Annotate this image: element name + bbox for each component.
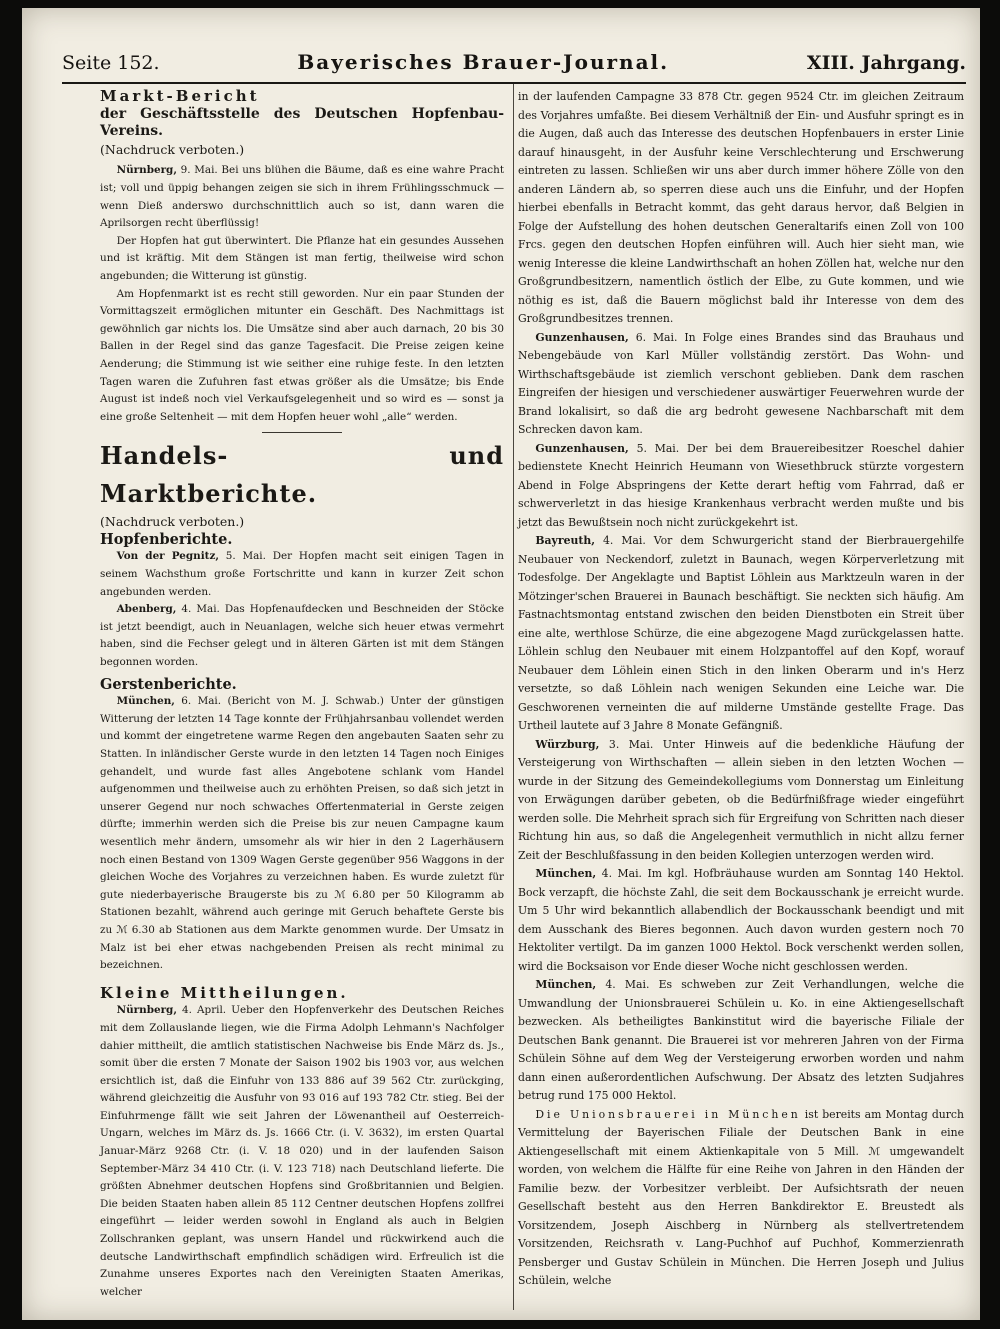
hopfenberichte-heading: Hopfenberichte. bbox=[100, 530, 233, 548]
right-column bbox=[518, 88, 964, 1291]
reprint-note: (Nachdruck verboten.) bbox=[100, 141, 245, 157]
article-paragraph: Gunzenhausen, 5. Mai. Der bei dem Brauereibesitzer Roeschel dahier bedienstete Knecht Heinrich Heumann von Wiesethbruck stürzte vorgestern Abend in Folge Abspringens der Kette derart heftig vom Fahrrad, daß er schwerverletzt in das hiesige Krankenhaus verbracht werden mußte und bis jetzt das Bewußtsein noch nicht zurückgekehrt ist. bbox=[518, 441, 964, 529]
article-dateline: Gunzenhausen, bbox=[535, 330, 629, 344]
article-paragraph: Am Hopfenmarkt ist es recht still geworden. Nur ein paar Stunden der Vormittagszeit ermöglichen mitunter ein Geschäft. Des Nachmittags ist gewöhnlich gar nichts los. Die Umsätze sind aber auch darnach, 20 bis 30 Ballen in der Regel sind das ganze Tagesfacit. Die Preise zeigen keine Aenderung; die Stimmung ist wie seither eine ruhige feste. In den letzten Tagen waren die Zufuhren fast etwas größer als die Umsätze; bis Ende August ist indeß noch viel Verkaufsgelegenheit und so wird es — sonst ja eine große Seltenheit — mit dem Hopfen heuer wohl „alle“ werden. bbox=[100, 287, 504, 423]
volume-label: XIII. Jahrgang. bbox=[806, 52, 966, 74]
handels-heading: Handels- und Marktberichte. bbox=[100, 441, 504, 509]
newspaper-page bbox=[22, 8, 980, 1320]
article-paragraph: Von der Pegnitz, 5. Mai. Der Hopfen macht seit einigen Tagen in seinem Wachsthum große Fortschritte und kann in kurzer Zeit schon angebunden werden. bbox=[100, 550, 504, 598]
article-paragraph: Würzburg, 3. Mai. Unter Hinweis auf die bedenkliche Häufung der Versteigerung von Wirthschaften — allein sieben in den letzten Wochen — wurde in der Sitzung des Gemeindekollegiums vom Donnerstag um Einleitung von Erwägungen darüber gebeten, ob die Bedürfnißfrage wieder eingeführt werden solle. Die Mehrheit sprach sich für Ergreifung von Schritten nach dieser Richtung hin aus, so daß die Angelegenheit vermuthlich in nicht allzu ferner Zeit der Beschlußfassung in den beiden Kollegien unterzogen werden wird. bbox=[518, 737, 964, 862]
reprint-note: (Nachdruck verboten.) bbox=[100, 514, 245, 530]
brewery-name: Die Unionsbrauerei in München bbox=[535, 1107, 801, 1121]
running-head bbox=[62, 50, 966, 80]
page-number: Seite 152. bbox=[62, 52, 160, 74]
article-paragraph: Nürnberg, 4. April. Ueber den Hopfenverkehr des Deutschen Reiches mit dem Zollauslande liegen, wie die Firma Adolph Lehmann's Nachfolger dahier mittheilt, die amtlich statistischen Nachweise bis Ende März ds. Js., somit über die ersten 7 Monate der Saison 1902 bis 1903 vor, aus welchen ersichtlich ist, daß die Einfuhr von 133 886 auf 39 562 Ctr. zurückging, während gleichzeitig die Ausfuhr von 93 016 auf 193 782 Ctr. stieg. Bei der Einfuhrmenge fällt wie seit Jahren der Löwenantheil auf Oesterreich-Ungarn, welches im März ds. Js. 1666 Ctr. (i. V. 3632), im ersten Quartal Januar-März 9268 Ctr. (i. V. 18 020) und in der laufenden Saison September-März 34 410 Ctr. (i. V. 123 718) nach Deutschland lieferte. Die größten Abnehmer deutschen Hopfens sind Großbritannien und Belgien. Die beiden Staaten haben allein 85 112 Centner deutschen Hopfens zollfrei eingeführt — leider werden sowohl in England als auch in Belgien Zollschranken geplant, was unsern Handel und rückwirkend auch die deutsche Landwirthschaft empfindlich schädigen wird. Erfreulich ist die Zunahme unseres Exportes nach den Vereinigten Staaten Amerikas, welcher bbox=[100, 1004, 504, 1298]
column-divider bbox=[513, 84, 514, 1310]
article-dateline: Abenberg, bbox=[116, 603, 177, 616]
markt-bericht-subheading: der Geschäftsstelle des Deutschen Hopfenbau-Vereins. bbox=[100, 105, 504, 140]
article-dateline: München, bbox=[535, 978, 597, 991]
gerstenberichte-heading: Gerstenberichte. bbox=[100, 675, 237, 693]
article-paragraph: München, 4. Mai. Im kgl. Hofbräuhause wurden am Sonntag 140 Hektol. Bock verzapft, die höchste Zahl, die seit dem Bockausschank je erreicht wurde. Um 5 Uhr wird bekanntlich allabendlich der Bockausschank beendigt und mit dem Ausschank des Bieres begonnen. Auch davon wurden gestern noch 70 Hektoliter vertilgt. Da im ganzen 1000 Hektol. Bock verschenkt werden sollen, wird die Bocksaison vor Ende dieser Woche nicht geschlossen werden. bbox=[518, 867, 964, 973]
article-paragraph: Bayreuth, 4. Mai. Vor dem Schwurgericht stand der Bierbrauergehilfe Neubauer von Neckendorf, zuletzt in Baunach, wegen Körperverletzung mit Todesfolge. Der Angeklagte und Baptist Löhlein aus Marktzeuln waren in der Mötzinger'schen Brauerei in Baunach beschäftigt. Sie neckten sich häufig. Am Fastnachtsmontag entstand zwischen den beiden Dienstboten ein Streit über eine alte, werthlose Schürze, die eine abgezogene Magd zurückgelassen hatte. Löhlein schlug den Neubauer mit einem Holzpantoffel auf den Kopf, worauf Neubauer dem Löhlein einen Stich in den linken Oberarm und in's Herz versetzte, so daß Löhlein nach wenigen Sekunden eine Leiche war. Die Geschworenen verneinten die auf milderne Umstände gestellte Frage. Das Urtheil lautete auf 3 Jahre 8 Monate Gefängniß. bbox=[518, 534, 964, 732]
article-paragraph: München, 4. Mai. Es schweben zur Zeit Verhandlungen, welche die Umwandlung der Unionsbrauerei Schülein u. Ko. in eine Aktiengesellschaft bezwecken. Als betheiligtes Bankinstitut wird die bayerische Filiale der Deutschen Bank genannt. Die Brauerei ist vor mehreren Jahren von der Firma Schülein Söhne auf dem Weg der Versteigerung erworben worden und nahm dann einen außerordentlichen Aufschwung. Der Absatz des letzten Sudjahres betrug rund 175 000 Hektol. bbox=[518, 978, 964, 1102]
article-dateline: Bayreuth, bbox=[535, 534, 596, 547]
article-dateline: Nürnberg, bbox=[116, 1004, 177, 1017]
article-dateline: Von der Pegnitz, bbox=[116, 550, 219, 563]
header-rule bbox=[62, 82, 966, 84]
markt-bericht-heading: Markt-Bericht bbox=[100, 87, 260, 105]
article-paragraph: Gunzenhausen, 6. Mai. In Folge eines Brandes sind das Brauhaus und Nebengebäude von Karl Müller vollständig zerstört. Das Wohn- und Wirthschaftsgebäude ist ziemlich verschont geblieben. Dank dem raschen Eingreifen der hiesigen und verschiedener auswärtiger Feuerwehren wurde der Brand lokalisirt, so daß die arg bedroht gewesene Nachbarschaft mit dem Schrecken davon kam. bbox=[518, 330, 964, 436]
article-dateline: Nürnberg, bbox=[116, 164, 177, 177]
article-paragraph: Nürnberg, 9. Mai. Bei uns blühen die Bäume, daß es eine wahre Pracht ist; voll und üppig behangen zeigen sie sich in ihrem Frühlingsschmuck — wenn Dieß anderswo durchschnittlich auch so ist, dann waren die Aprilsorgen recht überflüssig! bbox=[100, 164, 504, 230]
left-column bbox=[100, 88, 504, 1301]
article-dateline: München, bbox=[116, 695, 175, 708]
article-dateline: Gunzenhausen, bbox=[535, 441, 629, 455]
article-paragraph: München, 6. Mai. (Bericht von M. J. Schwab.) Unter der günstigen Witterung der letzten 14 Tage konnte der Frühjahrsanbau vollendet werden und kommt der eingetretene warme Regen den angebauten Saaten sehr zu Statten. In inländischer Gerste wurde in den letzten 14 Tagen noch Einiges gehandelt, und wurde fast alles Angebotene schlank vom Handel aufgenommen und theilweise auch zu erhöhten Preisen, so daß sich jetzt in unserer Gegend nur noch schwaches Offertenmaterial in Gerste zeigen dürfte; immerhin werden sich die Preise bis zur neuen Campagne kaum wesentlich mehr ändern, umsomehr als wir hier in den 2 Lagerhäusern noch einen Bestand von 1309 Wagen Gerste gegenüber 956 Waggons in der gleichen Woche des Vorjahres zu verzeichnen haben. Es wurde zuletzt für gute niederbayerische Braugerste bis zu ℳ 6.80 per 50 Kilogramm ab Stationen bezahlt, während auch geringe mit Geruch behaftete Gerste bis zu ℳ 6.30 ab Stationen aus dem Markte genommen wurde. Der Umsatz in Malz ist bei eher etwas nachgebenden Preisen als recht minimal zu bezeichnen. bbox=[100, 695, 504, 972]
article-dateline: München, bbox=[535, 867, 597, 880]
article-paragraph: Die Unionsbrauerei in München ist bereits am Montag durch Vermittelung der Bayerischen Filiale der Deutschen Bank in eine Aktiengesellschaft mit einem Aktienkapitale von 5 Mill. ℳ umgewandelt worden, von welchem die Hälfte für eine Reihe von Jahren in den Händen der Familie bezw. der Vorbesitzer verbleibt. Der Aufsichtsrath der neuen Gesellschaft besteht aus den Herren Bankdirektor E. Breustedt als Vorsitzendem, Joseph Aischberg in Nürnberg als stellvertretendem Vorsitzenden, Reichsrath v. Lang-Puchhof auf Puchhof, Kommerzienrath Pensberger und Gustav Schülein in München. Die Herren Joseph und Julius Schülein, welche bbox=[518, 1107, 964, 1287]
article-paragraph: Der Hopfen hat gut überwintert. Die Pflanze hat ein gesundes Aussehen und ist kräftig. Mit dem Stängen ist man fertig, theilweise wird schon angebunden; die Witterung ist günstig. bbox=[100, 234, 504, 282]
section-rule bbox=[262, 432, 342, 433]
article-paragraph: in der laufenden Campagne 33 878 Ctr. gegen 9524 Ctr. im gleichen Zeitraum des Vorjahres umfaßte. Bei diesem Verhältniß der Ein- und Ausfuhr springt es in die Augen, daß auch das Interesse des deutschen Hopfenbauers in erster Linie darauf hinausgeht, in der Ausfuhr keine Verschlechterung und Erschwerung eintreten zu lassen. Schließen wir uns aber durch immer höhere Zölle von den anderen Ländern ab, so sperren diese auch uns die Einfuhr, und der Hopfen hierbei ebenfalls in Betracht kommt, das geht daraus hervor, daß Belgien in Folge der Aufstellung des hohen deutschen Generaltarifs einen Zoll von 100 Frcs. gegen den deutschen Hopfen einführen will. Auch hier sieht man, wie wenig Interesse die kleine Landwirthschaft an hohen Zöllen hat, welche nur den Großgrundbesitzern, namentlich östlich der Elbe, zu Gute kommen, und wie nöthig es ist, daß die Bauern möglichst bald ihr Interesse von dem des Großgrundbesitzes trennen. bbox=[518, 90, 964, 325]
journal-title: Bayerisches Brauer-Journal. bbox=[297, 50, 670, 74]
kleine-mittheilungen-heading: Kleine Mittheilungen. bbox=[100, 983, 349, 1002]
article-dateline: Würzburg, bbox=[535, 737, 600, 751]
article-paragraph: Abenberg, 4. Mai. Das Hopfenaufdecken und Beschneiden der Stöcke ist jetzt beendigt, auch in Neuanlagen, welche sich heuer etwas vermehrt haben, sind die Fechser gelegt und in älteren Gärten ist mit dem Stängen begonnen worden. bbox=[100, 603, 504, 669]
